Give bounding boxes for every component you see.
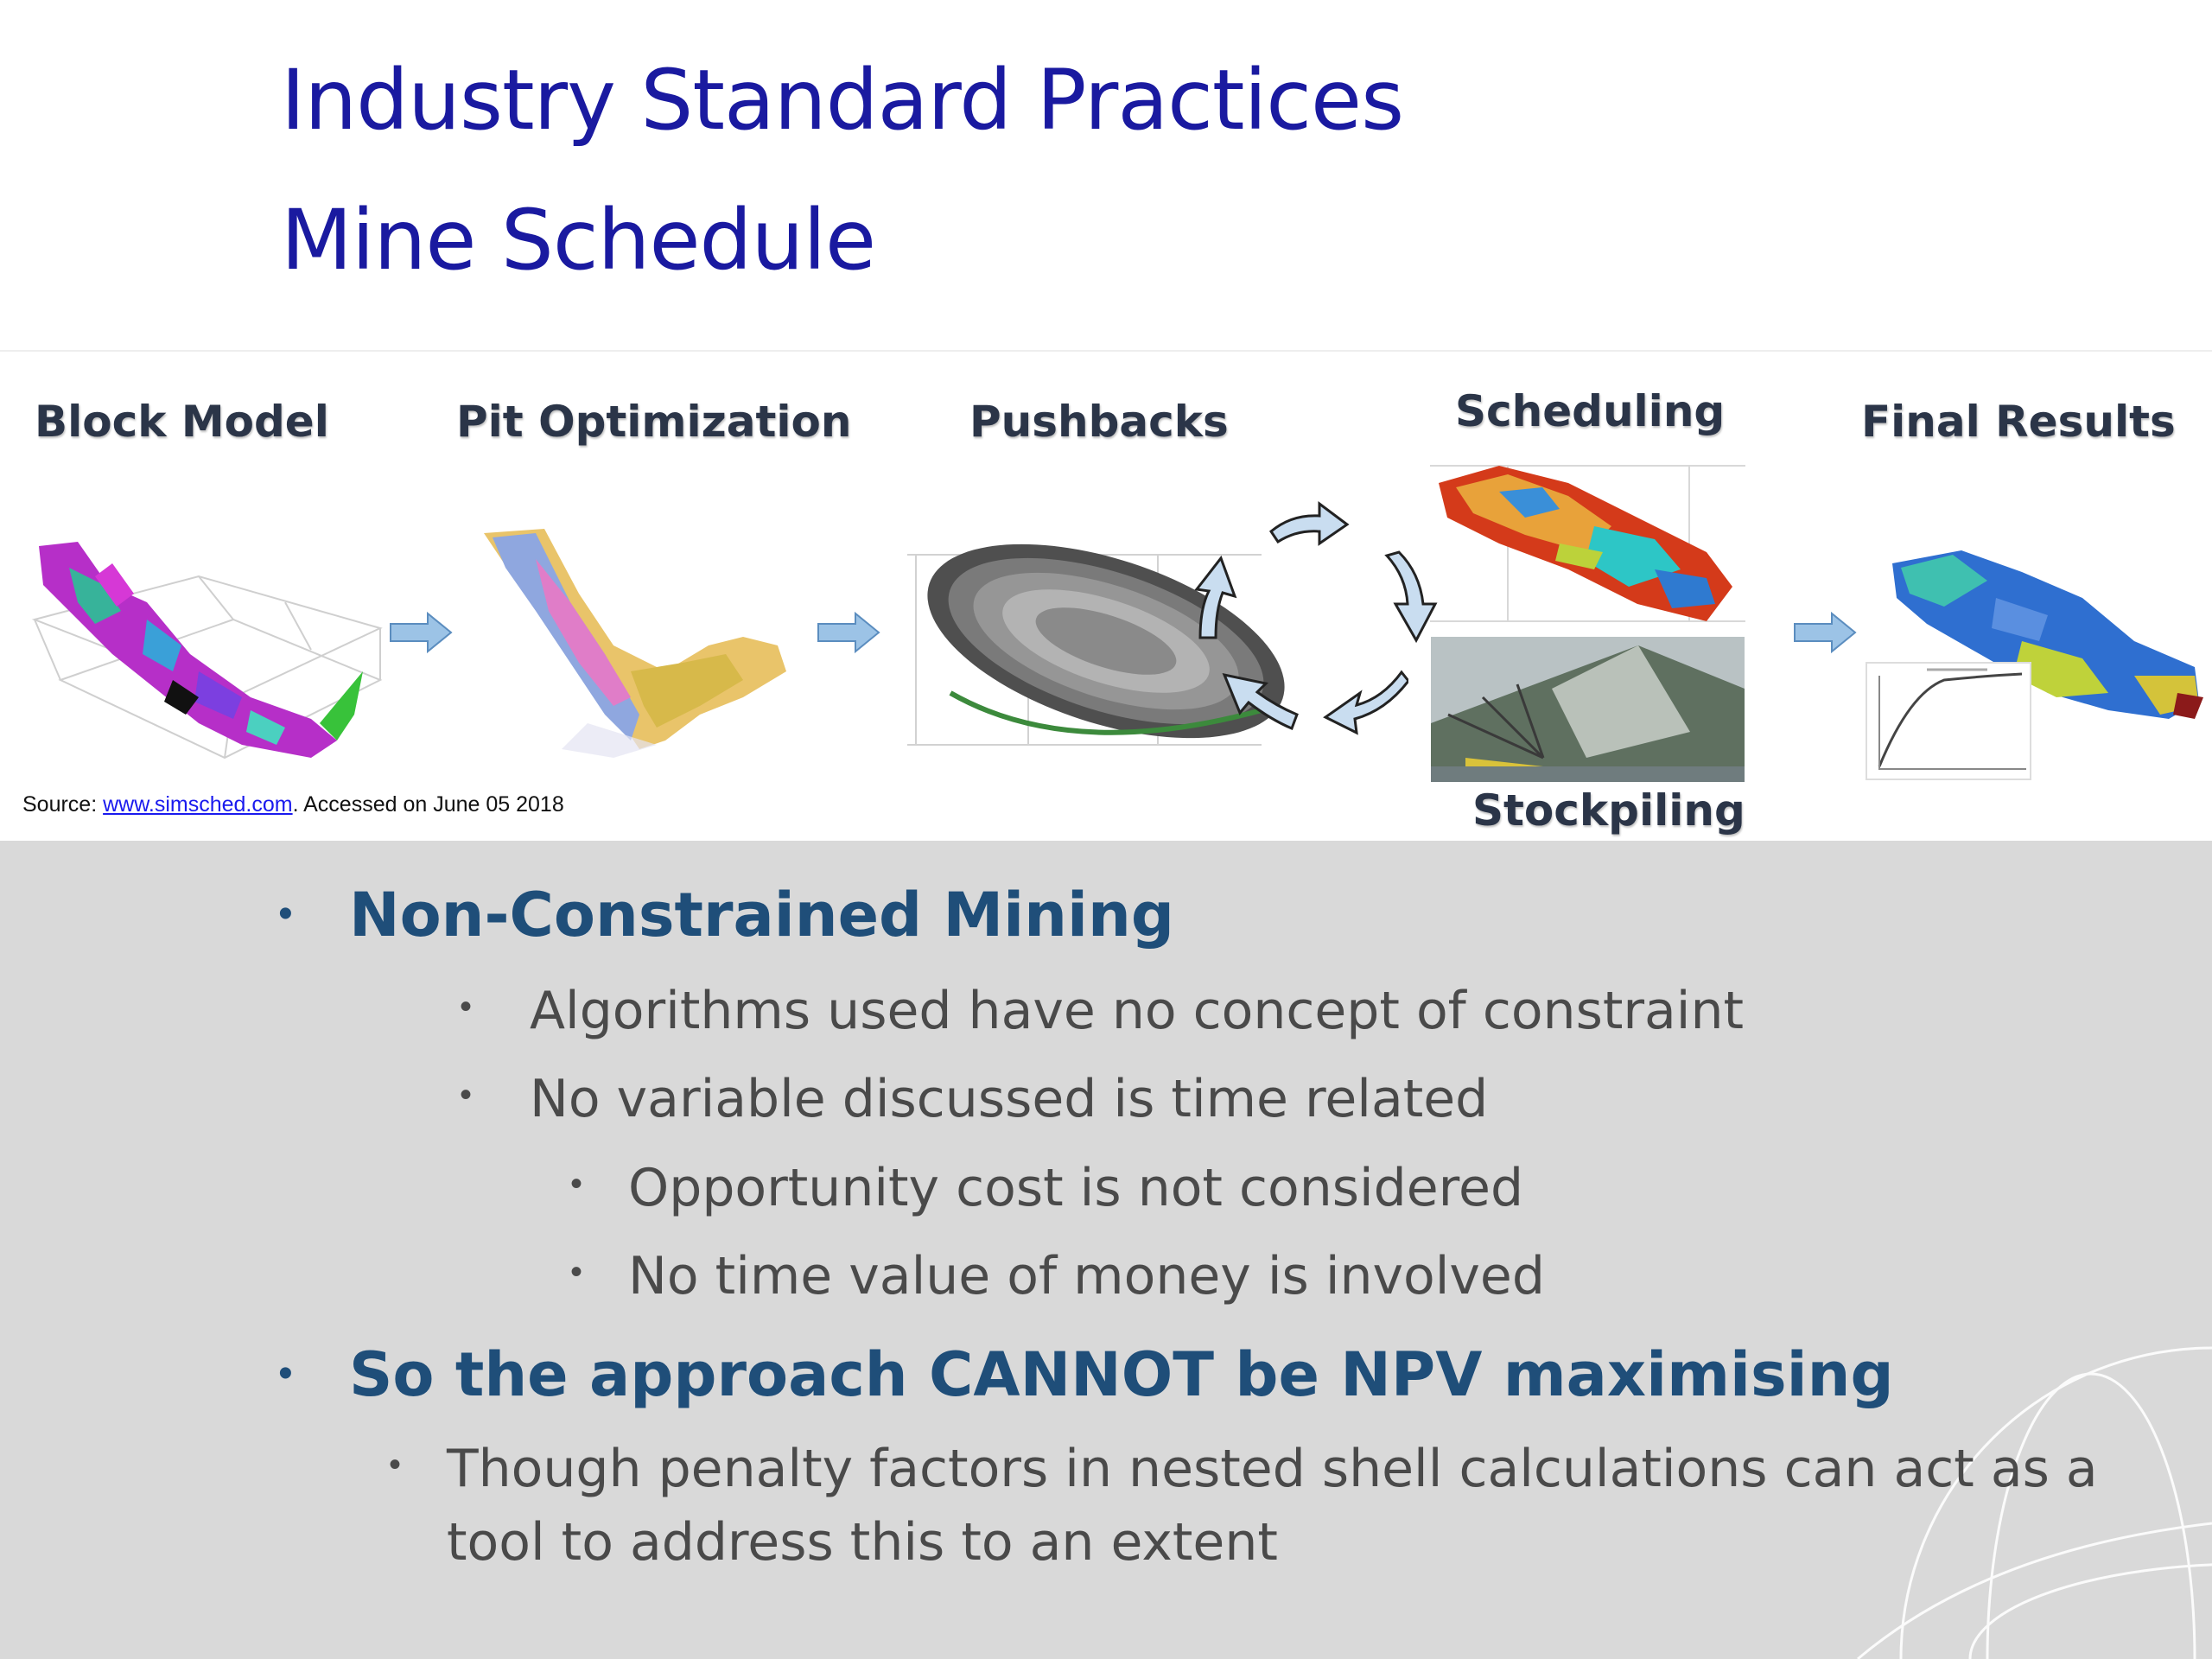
curved-arrow-icon [1214, 663, 1300, 732]
source-prefix: Source: [22, 792, 104, 817]
bullet-marker: • [570, 1165, 583, 1203]
final-results-image [1849, 546, 2203, 784]
source-suffix: . Accessed on June 05 2018 [292, 792, 564, 817]
curved-arrow-icon [1266, 490, 1352, 550]
step-label-pit-optimization: Pit Optimization [456, 397, 852, 447]
bullet-no-variable: No variable discussed is time related [530, 1069, 1489, 1129]
page-subtitle: Mine Schedule [281, 192, 876, 289]
workflow-band [0, 350, 2212, 842]
step-label-stockpiling: Stockpiling [1472, 785, 1745, 836]
bullet-marker: • [278, 891, 293, 937]
curved-arrow-icon [1322, 667, 1408, 736]
step-label-final-results: Final Results [1861, 397, 2176, 447]
bullet-section [0, 841, 2212, 1659]
source-citation [22, 792, 564, 817]
bullet-marker: • [389, 1446, 402, 1484]
bullet-non-constrained-mining: Non-Constrained Mining [349, 880, 1174, 950]
step-label-block-model: Block Model [35, 397, 329, 447]
scheduling-image [1430, 457, 1745, 630]
bullet-not-npv-maximising: So the approach CANNOT be NPV maximising [349, 1339, 1894, 1410]
right-arrow-icon [1793, 611, 1858, 654]
step-label-pushbacks: Pushbacks [969, 397, 1229, 447]
bullet-marker: • [460, 1076, 473, 1114]
bullet-algorithms: Algorithms used have no concept of constraint [530, 981, 1745, 1041]
step-label-scheduling: Scheduling [1455, 386, 1726, 436]
bullet-penalty-factors-line1: Though penalty factors in nested shell calculations can act as a [447, 1439, 2098, 1499]
bullet-marker: • [460, 988, 473, 1026]
bullet-marker: • [570, 1253, 583, 1291]
bullet-marker: • [278, 1351, 293, 1396]
right-arrow-icon [389, 611, 454, 654]
bullet-penalty-factors-line2: tool to address this to an extent [447, 1512, 1278, 1573]
right-arrow-icon [817, 611, 881, 654]
curved-arrow-icon [1188, 555, 1240, 641]
stockpiling-image [1431, 637, 1745, 782]
pit-optimization-image [484, 524, 795, 775]
source-link[interactable]: www.simsched.com [103, 792, 293, 817]
block-model-image [26, 524, 389, 775]
bullet-time-value: No time value of money is involved [628, 1246, 1545, 1306]
page-title: Industry Standard Practices [281, 52, 1404, 149]
bullet-opportunity-cost: Opportunity cost is not considered [628, 1158, 1524, 1218]
curved-arrow-icon [1378, 550, 1439, 645]
